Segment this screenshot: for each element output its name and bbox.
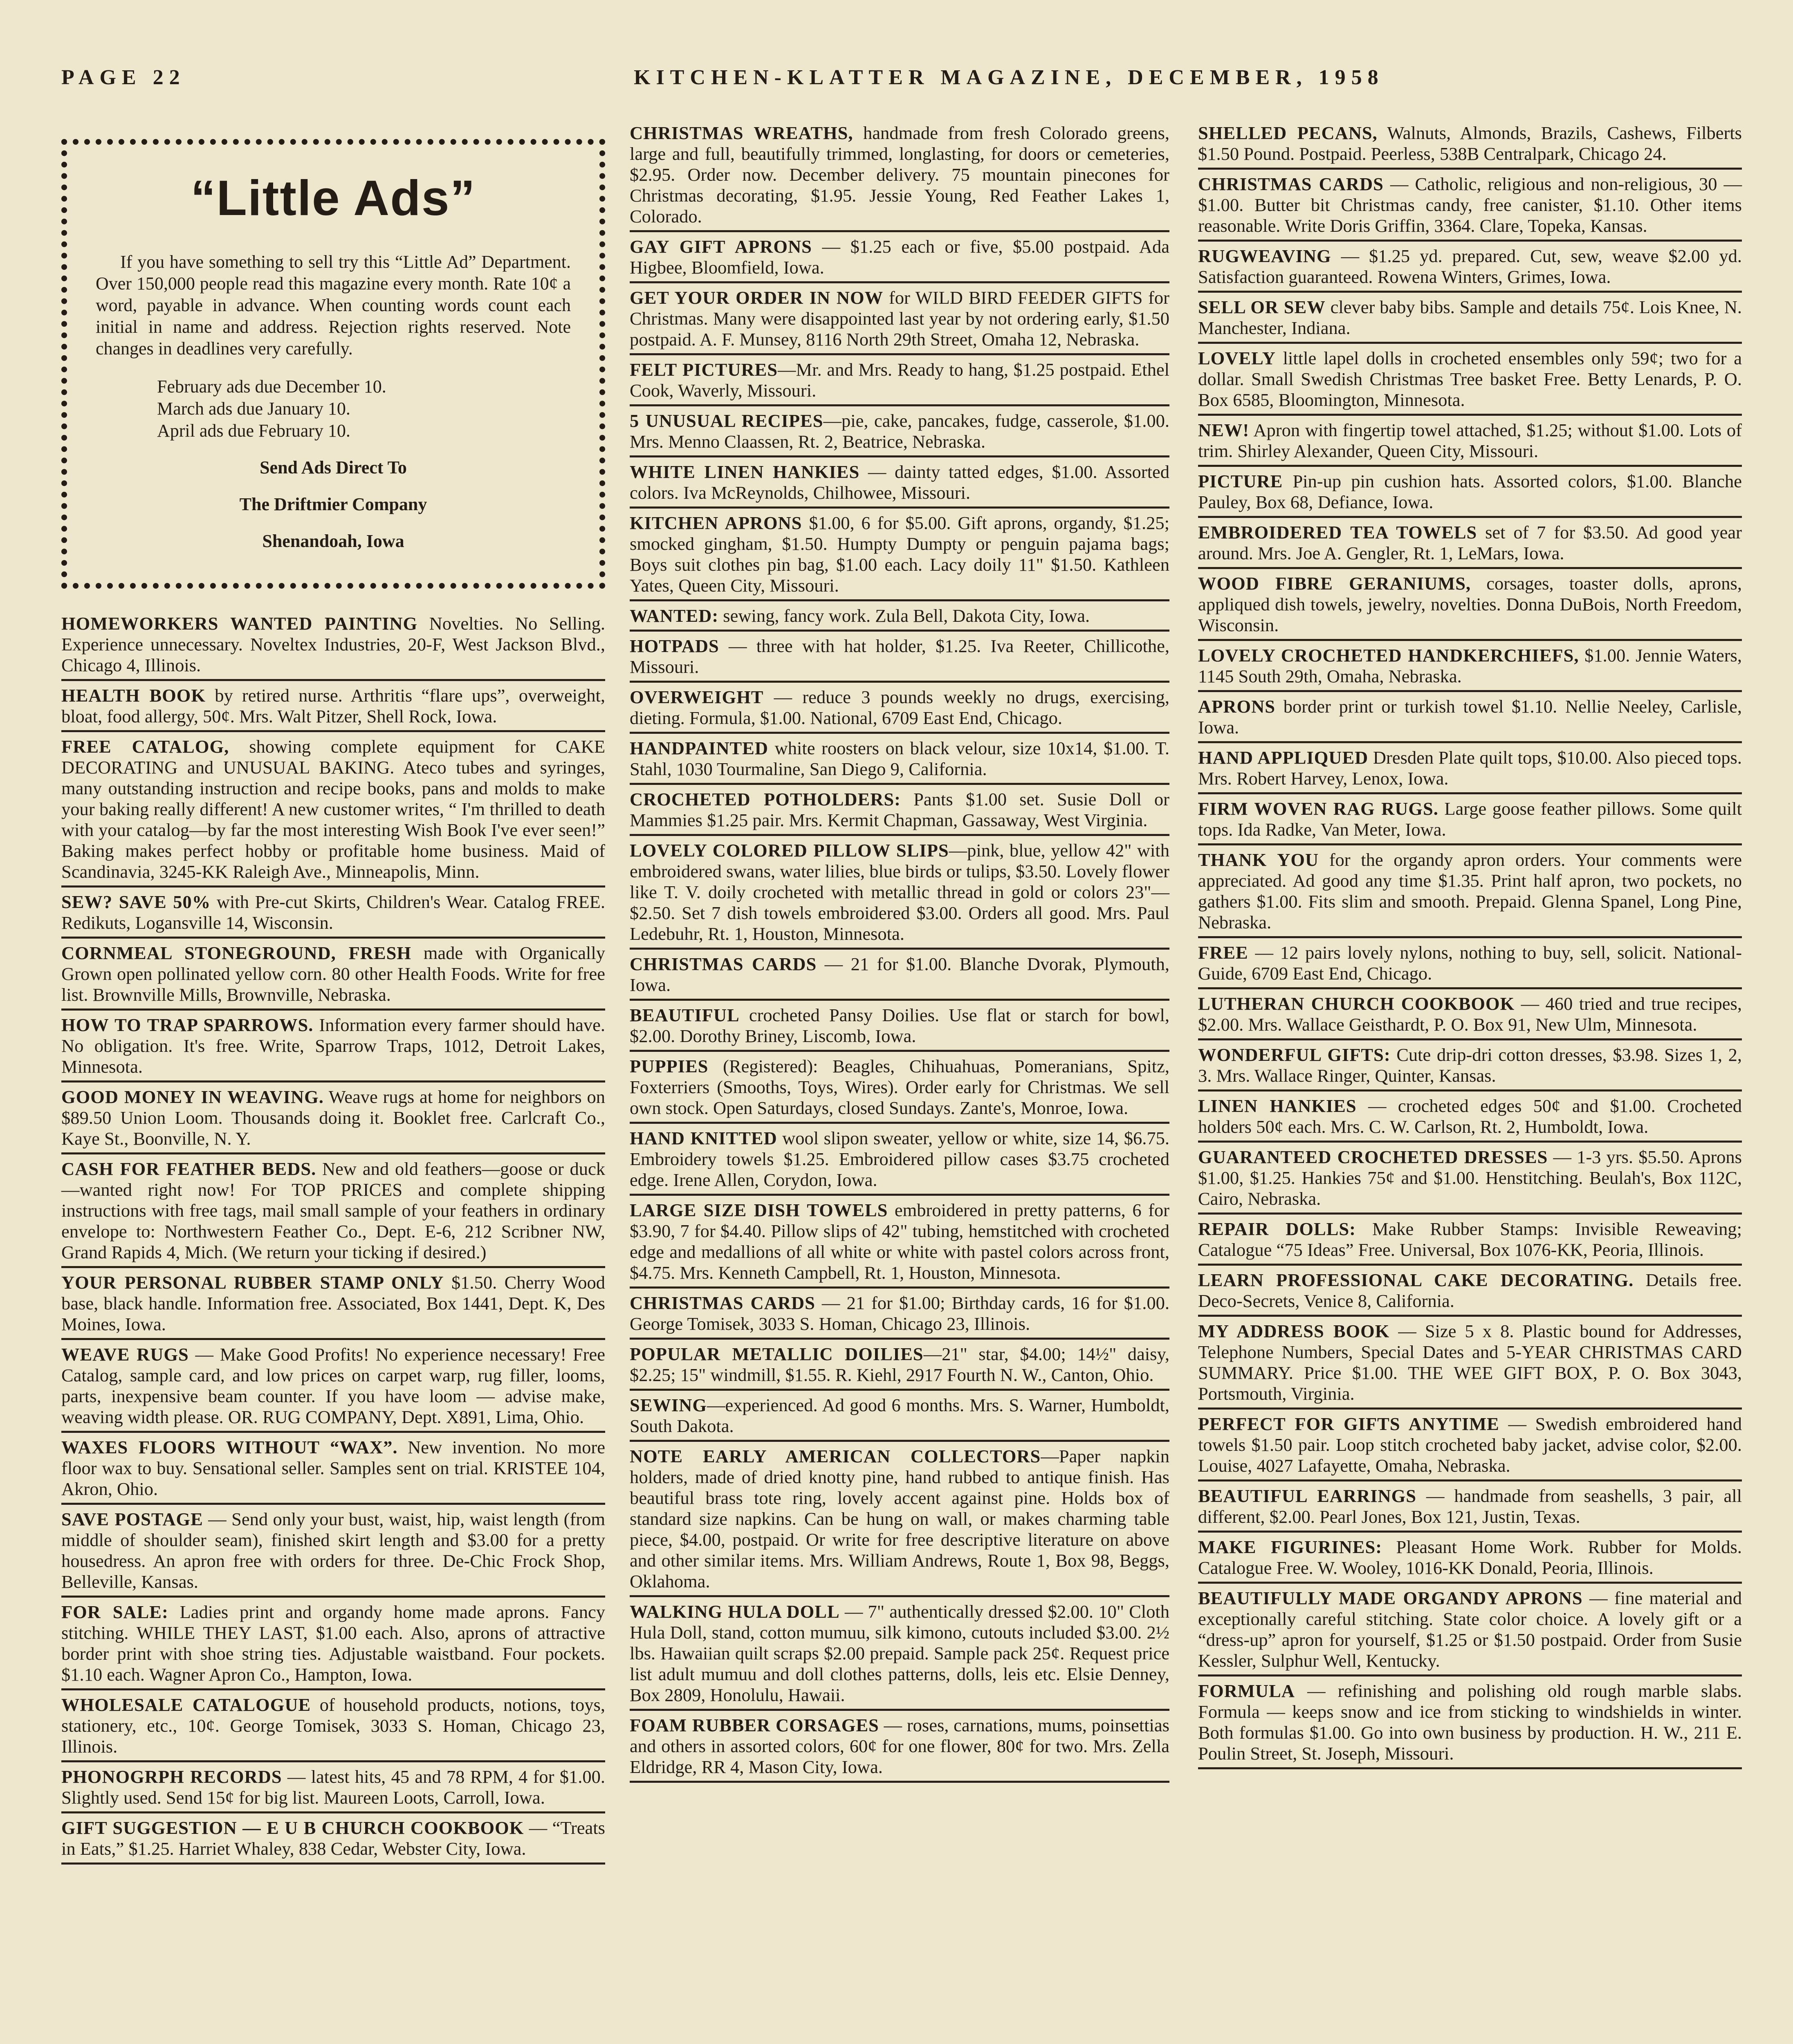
ad-body: white roosters on black velour, size 10x14, $1.00. T. Stahl, 1030 Tourmaline, San Diego 9, California. bbox=[630, 738, 1169, 779]
ads-list-col1 bbox=[61, 613, 605, 1865]
column-3 bbox=[1198, 123, 1742, 1769]
ad-body: —experienced. Ad good 6 months. Mrs. S. Warner, Humboldt, South Dakota. bbox=[630, 1395, 1169, 1436]
ad-body: — 460 tried and true recipes, $2.00. Mrs. Wallace Geisthardt, P. O. Box 91, New Ulm, Minnesota. bbox=[1198, 993, 1742, 1035]
ad-body: Weave rugs at home for neighbors on $89.50 Union Loom. Thousands doing it. Booklet free. Carlcraft Co., Kaye St., Boonville, N. Y. bbox=[61, 1087, 605, 1149]
ad-body: handmade from fresh Colorado greens, large and full, beautifully trimmed, longlasting, for doors or cemeteries, $2.95. Order now. December delivery. 75 mountain pinecones for Christmas decorating, $1.95. Jessie Young, Red Feather Lakes 1, Colorado. bbox=[630, 123, 1169, 226]
ad-heading: THANK YOU bbox=[1198, 849, 1319, 870]
classified-ad bbox=[1198, 641, 1742, 692]
classified-ad bbox=[630, 1052, 1169, 1124]
classified-ad bbox=[1198, 123, 1742, 170]
box-intro: If you have something to sell try this “Little Ad” Department. Over 150,000 people read this magazine every month. Rate 10¢ a word, payable in advance. When counting words count each initial in name and address. Rejection rights reserved. Note changes in deadlines very carefully. bbox=[96, 252, 571, 359]
ad-body: crocheted Pansy Doilies. Use flat or starch for bowl, $2.00. Dorothy Briney, Liscomb, Iowa. bbox=[630, 1005, 1169, 1046]
ad-heading: PERFECT FOR GIFTS ANYTIME bbox=[1198, 1414, 1499, 1434]
ad-body: — 12 pairs lovely nylons, nothing to buy, sell, solicit. National-Guide, 6709 East End, Chicago. bbox=[1198, 942, 1742, 984]
ad-heading: APRONS bbox=[1198, 696, 1275, 717]
deadline-item: April ads due February 10. bbox=[157, 421, 350, 441]
ad-heading: HOW TO TRAP SPARROWS. bbox=[61, 1015, 314, 1035]
classified-ad bbox=[630, 232, 1169, 283]
ad-heading: CHRISTMAS CARDS bbox=[630, 1293, 815, 1313]
ad-heading: RUGWEAVING bbox=[1198, 246, 1331, 266]
classified-ad bbox=[1198, 989, 1742, 1040]
ads-list-col3 bbox=[1198, 123, 1742, 1769]
classified-ad bbox=[61, 1762, 605, 1813]
ad-heading: PICTURE bbox=[1198, 471, 1283, 491]
ad-heading: WAXES FLOORS WITHOUT “WAX”. bbox=[61, 1437, 398, 1457]
ad-body: Details free. Deco-Secrets, Venice 8, California. bbox=[1198, 1270, 1742, 1311]
ad-body: — $1.25 each or five, $5.00 postpaid. Ada Higbee, Bloomfield, Iowa. bbox=[630, 236, 1170, 278]
classified-ad bbox=[61, 732, 605, 888]
ad-heading: KITCHEN APRONS bbox=[630, 513, 802, 533]
ad-heading: FIRM WOVEN RAG RUGS. bbox=[1198, 798, 1438, 819]
classified-ad bbox=[630, 836, 1169, 950]
ad-heading: YOUR PERSONAL RUBBER STAMP ONLY bbox=[61, 1272, 444, 1293]
classified-ad bbox=[1198, 1481, 1742, 1533]
ad-heading: LARGE SIZE DISH TOWELS bbox=[630, 1200, 888, 1220]
classified-ad bbox=[1198, 938, 1742, 989]
ad-body: Pants $1.00 set. Susie Doll or Mammies $1.25 pair. Mrs. Kermit Chapman, Gassaway, West Virginia. bbox=[630, 789, 1169, 830]
column-2 bbox=[630, 123, 1169, 1783]
ad-heading: SAVE POSTAGE bbox=[61, 1509, 203, 1529]
classified-ad bbox=[61, 1433, 605, 1505]
classified-ad bbox=[630, 1597, 1169, 1711]
classified-ad bbox=[630, 683, 1169, 734]
ad-body: — 21 for $1.00. Blanche Dvorak, Plymouth, Iowa. bbox=[630, 954, 1169, 995]
ad-body: Information every farmer should have. No obligation. It's free. Write, Sparrow Traps, 1012, Detroit Lakes, Minnesota. bbox=[61, 1015, 605, 1077]
ad-heading: HOTPADS bbox=[630, 636, 719, 656]
send-line: The Driftmier Company bbox=[239, 494, 427, 514]
ad-body: —21" star, $4.00; 14½" daisy, $2.25; 15" windmill, $1.55. R. Kiehl, 2917 Fourth N. W., Canton, Ohio. bbox=[630, 1344, 1169, 1385]
classified-ad bbox=[1198, 416, 1742, 467]
deadline-item: February ads due December 10. bbox=[157, 377, 386, 397]
ad-body: Pleasant Home Work. Rubber for Molds. Catalogue Free. W. Wooley, 1016-KK Donald, Peoria, Illinois. bbox=[1198, 1537, 1742, 1578]
ad-body: Ladies print and organdy home made aprons. Fancy stitching. WHILE THEY LAST, $1.00 each. Also, aprons of attractive border print with shoe string ties. Adjustable waistband. Four pockets. $1.10 each. Wagner Apron Co., Hampton, Iowa. bbox=[61, 1602, 605, 1685]
ad-body: Walnuts, Almonds, Brazils, Cashews, Filberts $1.50 Pound. Postpaid. Peerless, 538B Centralpark, Chicago 24. bbox=[1198, 123, 1742, 164]
ad-heading: PUPPIES bbox=[630, 1056, 709, 1076]
little-ads-box bbox=[61, 139, 605, 589]
ad-body: — handmade from seashells, 3 pair, all different, $2.00. Pearl Jones, Box 121, Justin, Texas. bbox=[1198, 1486, 1742, 1527]
classified-ad bbox=[630, 1340, 1169, 1391]
ad-heading: WEAVE RUGS bbox=[61, 1344, 189, 1365]
classified-ad bbox=[61, 1690, 605, 1762]
ad-heading: FREE bbox=[1198, 942, 1248, 963]
ad-heading: FOR SALE: bbox=[61, 1602, 168, 1622]
classified-ad bbox=[1198, 1533, 1742, 1584]
ad-heading: NOTE EARLY AMERICAN COLLECTORS bbox=[630, 1446, 1041, 1466]
ad-body: set of 7 for $3.50. Ad good year around. Mrs. Joe A. Gengler, Rt. 1, LeMars, Iowa. bbox=[1198, 522, 1742, 563]
ad-body: — reduce 3 pounds weekly no drugs, exercising, dieting. Formula, $1.00. National, 6709 East End, Chicago. bbox=[630, 687, 1169, 728]
ad-heading: EMBROIDERED TEA TOWELS bbox=[1198, 522, 1477, 542]
ad-body: New invention. No more floor wax to buy. Sensational seller. Samples sent on trial. KRISTEE 104, Akron, Ohio. bbox=[61, 1437, 605, 1499]
ad-heading: WALKING HULA DOLL bbox=[630, 1601, 840, 1622]
ad-heading: WHOLESALE CATALOGUE bbox=[61, 1694, 311, 1715]
classified-ad bbox=[61, 1083, 605, 1154]
classified-ad bbox=[61, 681, 605, 732]
ad-body: little lapel dolls in crocheted ensembles only 59¢; two for a dollar. Small Swedish Christmas Tree basket Free. Betty Lenards, P. O. Box 6585, Bloomington, Minnesota. bbox=[1198, 348, 1742, 410]
ad-body: — latest hits, 45 and 78 RPM, 4 for $1.00. Slightly used. Send 15¢ for big list. Maureen Loots, Carroll, Iowa. bbox=[61, 1766, 605, 1808]
ad-heading: LOVELY CROCHETED HANDKERCHIEFS, bbox=[1198, 645, 1579, 666]
ad-body: — 1-3 yrs. $5.50. Aprons $1.00, $1.25. Hankies 75¢ and $1.00. Henstitching. Beulah's, Box 112C, Cairo, Nebraska. bbox=[1198, 1147, 1742, 1209]
ad-body: showing complete equipment for CAKE DECORATING and UNUSUAL BAKING. Ateco tubes and syringes, many outstanding instruction and recipe books, pans and molds to make your baking really different! A new customer writes, “ I'm thrilled to death with your catalog—by far the most interesting Wish Book I've ever seen!” Baking makes perfect hobby or profitable home business. Maid of Scandinavia, 3245-KK Raleigh Ave., Minneapolis, Minn. bbox=[61, 736, 605, 882]
ad-body: — 21 for $1.00; Birthday cards, 16 for $1.00. George Tomisek, 3033 S. Homan, Chicago 23, Illinois. bbox=[630, 1293, 1169, 1334]
ad-body: —Mr. and Mrs. Ready to hang, $1.25 postpaid. Ethel Cook, Waverly, Missouri. bbox=[630, 359, 1169, 401]
ad-heading: BEAUTIFULLY MADE ORGANDY APRONS bbox=[1198, 1588, 1583, 1608]
ad-body: embroidered in pretty patterns, 6 for $3.90, 7 for $4.40. Pillow slips of 42" tubing, hemstitched with crocheted edge and medallions of all white or white with pastel colors across front, $4.75. Mrs. Kenneth Campbell, Rt. 1, Houston, Minnesota. bbox=[630, 1200, 1169, 1283]
classified-ad bbox=[61, 1011, 605, 1083]
ad-heading: HEALTH BOOK bbox=[61, 685, 206, 706]
classified-ad bbox=[1198, 467, 1742, 518]
classified-ad bbox=[630, 406, 1169, 457]
deadline-item: March ads due January 10. bbox=[157, 399, 350, 419]
ad-body: wool slipon sweater, yellow or white, size 14, $6.75. Embroidery towels $1.25. Embroidered pillow cases $3.75 crocheted edge. Irene Allen, Corydon, Iowa. bbox=[630, 1128, 1169, 1190]
ad-heading: WONDERFUL GIFTS: bbox=[1198, 1044, 1391, 1065]
classified-ad bbox=[1198, 170, 1742, 242]
ad-heading: REPAIR DOLLS: bbox=[1198, 1219, 1356, 1239]
ad-body: — crocheted edges 50¢ and $1.00. Crocheted holders 50¢ each. Mrs. C. W. Carlson, Rt. 2, Humboldt, Iowa. bbox=[1198, 1096, 1742, 1137]
ad-body: —pink, blue, yellow 42" with embroidered swans, water lilies, blue birds or tulips, $3.50. Lovely flower like T. V. doily crocheted with metallic thread in gold or colors 23"—$2.50. Set 7 dish towels embroidered $3.00. Orders all good. Mrs. Paul Ledebuhr, Rt. 1, Houston, Minnesota. bbox=[630, 840, 1169, 944]
ad-body: — Make Good Profits! No experience necessary! Free Catalog, sample card, and low prices on carpet warp, rug filler, looms, parts, inexpensive beam counter. If you have loom — advise make, weaving width please. OR. RUG COMPANY, Dept. X891, Lima, Ohio. bbox=[61, 1344, 605, 1427]
ad-heading: BEAUTIFUL EARRINGS bbox=[1198, 1486, 1417, 1506]
ad-heading: PHONOGRPH RECORDS bbox=[61, 1766, 282, 1787]
ad-heading: GOOD MONEY IN WEAVING. bbox=[61, 1087, 324, 1107]
classified-ad bbox=[630, 123, 1169, 232]
send-line: Send Ads Direct To bbox=[260, 457, 407, 477]
deadline-list bbox=[96, 376, 571, 442]
classified-ad bbox=[61, 939, 605, 1011]
ad-body: $1.00. Jennie Waters, 1145 South 29th, Omaha, Nebraska. bbox=[1198, 645, 1742, 686]
classified-ad bbox=[630, 785, 1169, 836]
ad-heading: LINEN HANKIES bbox=[1198, 1096, 1357, 1116]
classified-ad bbox=[61, 1813, 605, 1865]
classified-ad bbox=[630, 283, 1169, 355]
classified-ad bbox=[630, 950, 1169, 1001]
ad-heading: SEWING bbox=[630, 1395, 707, 1415]
send-line: Shenandoah, Iowa bbox=[262, 531, 404, 551]
ad-body: Cute drip-dri cotton dresses, $3.98. Sizes 1, 2, 3. Mrs. Wallace Ringer, Quinter, Kansas. bbox=[1198, 1044, 1742, 1086]
classified-ad bbox=[630, 1289, 1169, 1340]
ad-heading: MAKE FIGURINES: bbox=[1198, 1537, 1382, 1557]
ad-heading: NEW! bbox=[1198, 420, 1250, 440]
ad-heading: LEARN PROFESSIONAL CAKE DECORATING. bbox=[1198, 1270, 1634, 1290]
ad-heading: SHELLED PECANS, bbox=[1198, 123, 1378, 143]
ad-heading: 5 UNUSUAL RECIPES bbox=[630, 410, 824, 431]
classified-ad bbox=[630, 601, 1169, 632]
classified-ad bbox=[1198, 1040, 1742, 1091]
ad-body: $1.50. Cherry Wood base, black handle. Information free. Associated, Box 1441, Dept. K, Des Moines, Iowa. bbox=[61, 1272, 605, 1334]
ad-heading: GET YOUR ORDER IN NOW bbox=[630, 287, 884, 308]
classified-ad bbox=[61, 888, 605, 939]
classified-ad bbox=[630, 1001, 1169, 1052]
ad-body: — 7" authentically dressed $2.00. 10" Cloth Hula Doll, stand, cotton mumuu, silk kimono, cutouts included $3.00. 2½ lbs. Hawaiian quilt scraps $2.00 prepaid. Sample pack 25¢. Request price list adult mumuu and doll clothes patterns, dolls, leis etc. Elsie Denney, Box 2809, Honolulu, Hawaii. bbox=[630, 1601, 1169, 1705]
ad-body: by retired nurse. Arthritis “flare ups”, overweight, bloat, food allergy, 50¢. Mrs. Walt Pitzer, Shell Rock, Iowa. bbox=[61, 685, 606, 726]
ad-body: for the organdy apron orders. Your comments were appreciated. Ad good any time $1.35. Print half apron, two pockets, no gathers $1.00. Fits slim and smooth. Prepaid. Glenna Spanel, Long Pine, Nebraska. bbox=[1198, 849, 1742, 932]
ad-heading: CHRISTMAS WREATHS, bbox=[630, 123, 853, 143]
ad-body: — “Treats in Eats,” $1.25. Harriet Whaley, 838 Cedar, Webster City, Iowa. bbox=[61, 1818, 605, 1859]
ad-heading: FORMULA bbox=[1198, 1681, 1295, 1701]
classified-ad bbox=[1198, 1266, 1742, 1317]
classified-ad bbox=[630, 457, 1169, 509]
ads-list-col2 bbox=[630, 123, 1169, 1783]
ad-body: sewing, fancy work. Zula Bell, Dakota City, Iowa. bbox=[718, 605, 1090, 626]
ad-body: $1.00, 6 for $5.00. Gift aprons, organdy, $1.25; smocked gingham, $1.50. Humpty Dumpty or penguin pajama bags; Boys suit clothes pin bag, $1.00 each. Lacy doily 11" $1.50. Kathleen Yates, Queen City, Missouri. bbox=[630, 513, 1169, 596]
classified-ad bbox=[1198, 1584, 1742, 1676]
ad-heading: LUTHERAN CHURCH COOKBOOK bbox=[1198, 993, 1515, 1014]
ad-heading: SELL OR SEW bbox=[1198, 297, 1326, 317]
ad-body: Novelties. No Selling. Experience unnecessary. Noveltex Industries, 20-F, West Jackson Blvd., Chicago 4, Illinois. bbox=[61, 613, 606, 675]
column-1 bbox=[61, 123, 605, 1865]
ad-body: border print or turkish towel $1.10. Nellie Neeley, Carlisle, Iowa. bbox=[1198, 696, 1742, 737]
ad-heading: OVERWEIGHT bbox=[630, 687, 764, 707]
classified-ad bbox=[61, 1340, 605, 1433]
classified-ad bbox=[1198, 293, 1742, 344]
ad-heading: LOVELY bbox=[1198, 348, 1276, 368]
classified-ad bbox=[1198, 569, 1742, 641]
ad-body: — three with hat holder, $1.25. Iva Reeter, Chillicothe, Missouri. bbox=[630, 636, 1169, 677]
classified-ad bbox=[61, 1268, 605, 1340]
ad-heading: SEW? SAVE 50% bbox=[61, 892, 211, 912]
classified-ad bbox=[1198, 344, 1742, 416]
classified-ad bbox=[1198, 794, 1742, 845]
ad-body: Large goose feather pillows. Some quilt tops. Ida Radke, Van Meter, Iowa. bbox=[1198, 798, 1742, 840]
ad-heading: WANTED: bbox=[630, 605, 719, 626]
classified-ad bbox=[61, 1505, 605, 1598]
ad-body: for WILD BIRD FEEDER GIFTS for Christmas. Many were disappointed last year by not ordering early, $1.50 postpaid. A. F. Munsey, 8116 North 29th Street, Omaha 12, Nebraska. bbox=[630, 287, 1170, 350]
page-number: PAGE 22 bbox=[61, 66, 186, 89]
ad-body: — Size 5 x 8. Plastic bound for Addresses, Telephone Numbers, Special Dates and 5-YEAR CHRISTMAS CARD SUMMARY. Price $1.00. THE WEE GIFT BOX, P. O. Box 3043, Portsmouth, Virginia. bbox=[1198, 1321, 1742, 1404]
classified-ad bbox=[61, 1154, 605, 1268]
classified-ad bbox=[1198, 692, 1742, 743]
ad-body: — Catholic, religious and non-religious, 30 — $1.00. Butter bit Christmas candy, free canister, $1.10. Other items reasonable. Write Doris Griffin, 3364. Clare, Topeka, Kansas. bbox=[1198, 174, 1742, 236]
classified-ad bbox=[1198, 1143, 1742, 1215]
classified-ad bbox=[1198, 1091, 1742, 1143]
ad-body: —Paper napkin holders, made of dried knotty pine, hand rubbed to antique finish. Has beautiful brass tote ring, lovely accent against pine. Holds box of standard size napkins. Can be hung on wall, or makes charming table piece, $4.00, postpaid. Or write for free descriptive literature on above and other similar items. Mrs. William Andrews, Route 1, Box 98, Beggs, Oklahoma. bbox=[630, 1446, 1169, 1591]
ad-body: Apron with fingertip towel attached, $1.25; without $1.00. Lots of trim. Shirley Alexander, Queen City, Missouri. bbox=[1198, 420, 1742, 461]
classified-ad bbox=[630, 355, 1169, 406]
ad-heading: HAND APPLIQUED bbox=[1198, 747, 1369, 768]
ad-body: (Registered): Beagles, Chihuahuas, Pomeranians, Spitz, Foxterriers (Smooths, Toys, Wires). Order early for Christmas. We sell own stock. Open Saturdays, closed Sundays. Zante's, Monroe, Iowa. bbox=[630, 1056, 1169, 1118]
classified-ad bbox=[61, 1598, 605, 1690]
classified-ad bbox=[61, 613, 605, 681]
ad-body: — Send only your bust, waist, hip, waist length (from middle of shoulder seam), finished skirt length and $3.00 for a pretty housedress. An apron free with orders for three. De-Chic Frock Shop, Belleville, Kansas. bbox=[61, 1509, 605, 1592]
ad-body: — fine material and exceptionally careful stitching. State color choice. A lovely gift or a “dress-up” apron for yourself, $1.25 or $1.50 postpaid. Order from Susie Kessler, Sulphur Well, Kentucky. bbox=[1198, 1588, 1742, 1671]
classified-ad bbox=[630, 1124, 1169, 1196]
classified-ad bbox=[630, 1391, 1169, 1442]
classified-ad bbox=[630, 1196, 1169, 1289]
ad-heading: CASH FOR FEATHER BEDS. bbox=[61, 1159, 316, 1179]
ad-heading: POPULAR METALLIC DOILIES bbox=[630, 1344, 924, 1364]
classified-ad bbox=[1198, 845, 1742, 938]
page-header bbox=[61, 65, 1742, 102]
ad-body: corsages, toaster dolls, aprons, appliqued dish towels, jewelry, novelties. Donna DuBois, North Freedom, Wisconsin. bbox=[1198, 573, 1742, 635]
classified-ad bbox=[1198, 1676, 1742, 1769]
classified-ad bbox=[630, 734, 1169, 785]
ad-body: with Pre-cut Skirts, Children's Wear. Catalog FREE. Redikuts, Logansville 14, Wisconsin. bbox=[61, 892, 605, 933]
classified-ad bbox=[630, 509, 1169, 601]
ad-body: New and old feathers—goose or duck—wanted right now! For TOP PRICES and complete shipping instructions with free tags, mail small sample of your feathers in ordinary envelope to: Northwestern Feather Co., Dept. E-6, 212 Scribner NW, Grand Rapids 4, Mich. (We return your ticking if desired.) bbox=[61, 1159, 605, 1262]
ad-heading: CORNMEAL STONEGROUND, FRESH bbox=[61, 943, 411, 963]
ad-heading: CROCHETED POTHOLDERS: bbox=[630, 789, 901, 809]
ad-heading: HANDPAINTED bbox=[630, 738, 768, 758]
ad-heading: BEAUTIFUL bbox=[630, 1005, 740, 1025]
ad-body: made with Organically Grown open pollinated yellow corn. 80 other Health Foods. Write for free list. Brownville Mills, Brownville, Nebraska. bbox=[61, 943, 605, 1005]
ad-heading: GAY GIFT APRONS bbox=[630, 236, 812, 257]
ad-heading: WHITE LINEN HANKIES bbox=[630, 462, 860, 482]
ad-heading: CHRISTMAS CARDS bbox=[1198, 174, 1384, 194]
ad-body: — $1.25 yd. prepared. Cut, sew, weave $2.00 yd. Satisfaction guaranteed. Rowena Winters, Grimes, Iowa. bbox=[1198, 246, 1742, 287]
classified-ad bbox=[1198, 1215, 1742, 1266]
classified-ad bbox=[1198, 242, 1742, 293]
ad-heading: GUARANTEED CROCHETED DRESSES bbox=[1198, 1147, 1548, 1167]
ad-heading: GIFT SUGGESTION — E U B CHURCH COOKBOOK bbox=[61, 1818, 524, 1838]
ad-heading: HOMEWORKERS WANTED PAINTING bbox=[61, 613, 418, 634]
ad-body: — refinishing and polishing old rough marble slabs. Formula — keeps snow and ice from sticking to windshields in winter. Both formulas $1.00. Go into own business by production. H. W., 211 E. Poulin Street, St. Joseph, Missouri. bbox=[1198, 1681, 1742, 1764]
ad-heading: FOAM RUBBER CORSAGES bbox=[630, 1715, 879, 1735]
classified-ad bbox=[1198, 743, 1742, 794]
ad-body: of household products, notions, toys, stationery, etc., 10¢. George Tomisek, 3033 S. Homan, Chicago 23, Illinois. bbox=[61, 1694, 605, 1757]
masthead: KITCHEN-KLATTER MAGAZINE, DECEMBER, 1958 bbox=[634, 66, 1384, 89]
classified-ad bbox=[1198, 518, 1742, 569]
classified-ad bbox=[1198, 1317, 1742, 1410]
ad-heading: MY ADDRESS BOOK bbox=[1198, 1321, 1390, 1341]
send-ads-to bbox=[96, 457, 571, 552]
ad-heading: HAND KNITTED bbox=[630, 1128, 777, 1148]
classified-ad bbox=[630, 1711, 1169, 1783]
box-title: “Little Ads” bbox=[191, 170, 476, 226]
ad-body: — Swedish embroidered hand towels $1.50 pair. Loop stitch crocheted baby jacket, advise color, $2.00. Louise, 4027 Lafayette, Omaha, Nebraska. bbox=[1198, 1414, 1742, 1476]
ad-body: Pin-up pin cushion hats. Assorted colors, $1.00. Blanche Pauley, Box 68, Defiance, Iowa. bbox=[1198, 471, 1742, 512]
ad-heading: CHRISTMAS CARDS bbox=[630, 954, 817, 974]
ad-body: Make Rubber Stamps: Invisible Reweaving; Catalogue “75 Ideas” Free. Universal, Box 1076-KK, Peoria, Illinois. bbox=[1198, 1219, 1742, 1260]
ad-body: clever baby bibs. Sample and details 75¢. Lois Knee, N. Manchester, Indiana. bbox=[1198, 297, 1742, 338]
ad-heading: WOOD FIBRE GERANIUMS, bbox=[1198, 573, 1471, 594]
classified-ad bbox=[630, 1442, 1169, 1597]
ad-body: — dainty tatted edges, $1.00. Assorted colors. Iva McReynolds, Chilhowee, Missouri. bbox=[630, 462, 1169, 503]
ad-body: — roses, carnations, mums, poinsettias and others in assorted colors, 60¢ for one flower, 80¢ for two. Mrs. Zella Eldridge, RR 4, Mason City, Iowa. bbox=[630, 1715, 1169, 1777]
ad-heading: LOVELY COLORED PILLOW SLIPS bbox=[630, 840, 949, 861]
ad-body: Dresden Plate quilt tops, $10.00. Also pieced tops. Mrs. Robert Harvey, Lenox, Iowa. bbox=[1198, 747, 1742, 789]
ad-heading: FELT PICTURES bbox=[630, 359, 778, 380]
classified-ad bbox=[630, 632, 1169, 683]
classified-ad bbox=[1198, 1410, 1742, 1481]
ad-heading: FREE CATALOG, bbox=[61, 736, 229, 757]
ad-body: —pie, cake, pancakes, fudge, casserole, $1.00. Mrs. Menno Claassen, Rt. 2, Beatrice, Nebraska. bbox=[630, 410, 1169, 452]
